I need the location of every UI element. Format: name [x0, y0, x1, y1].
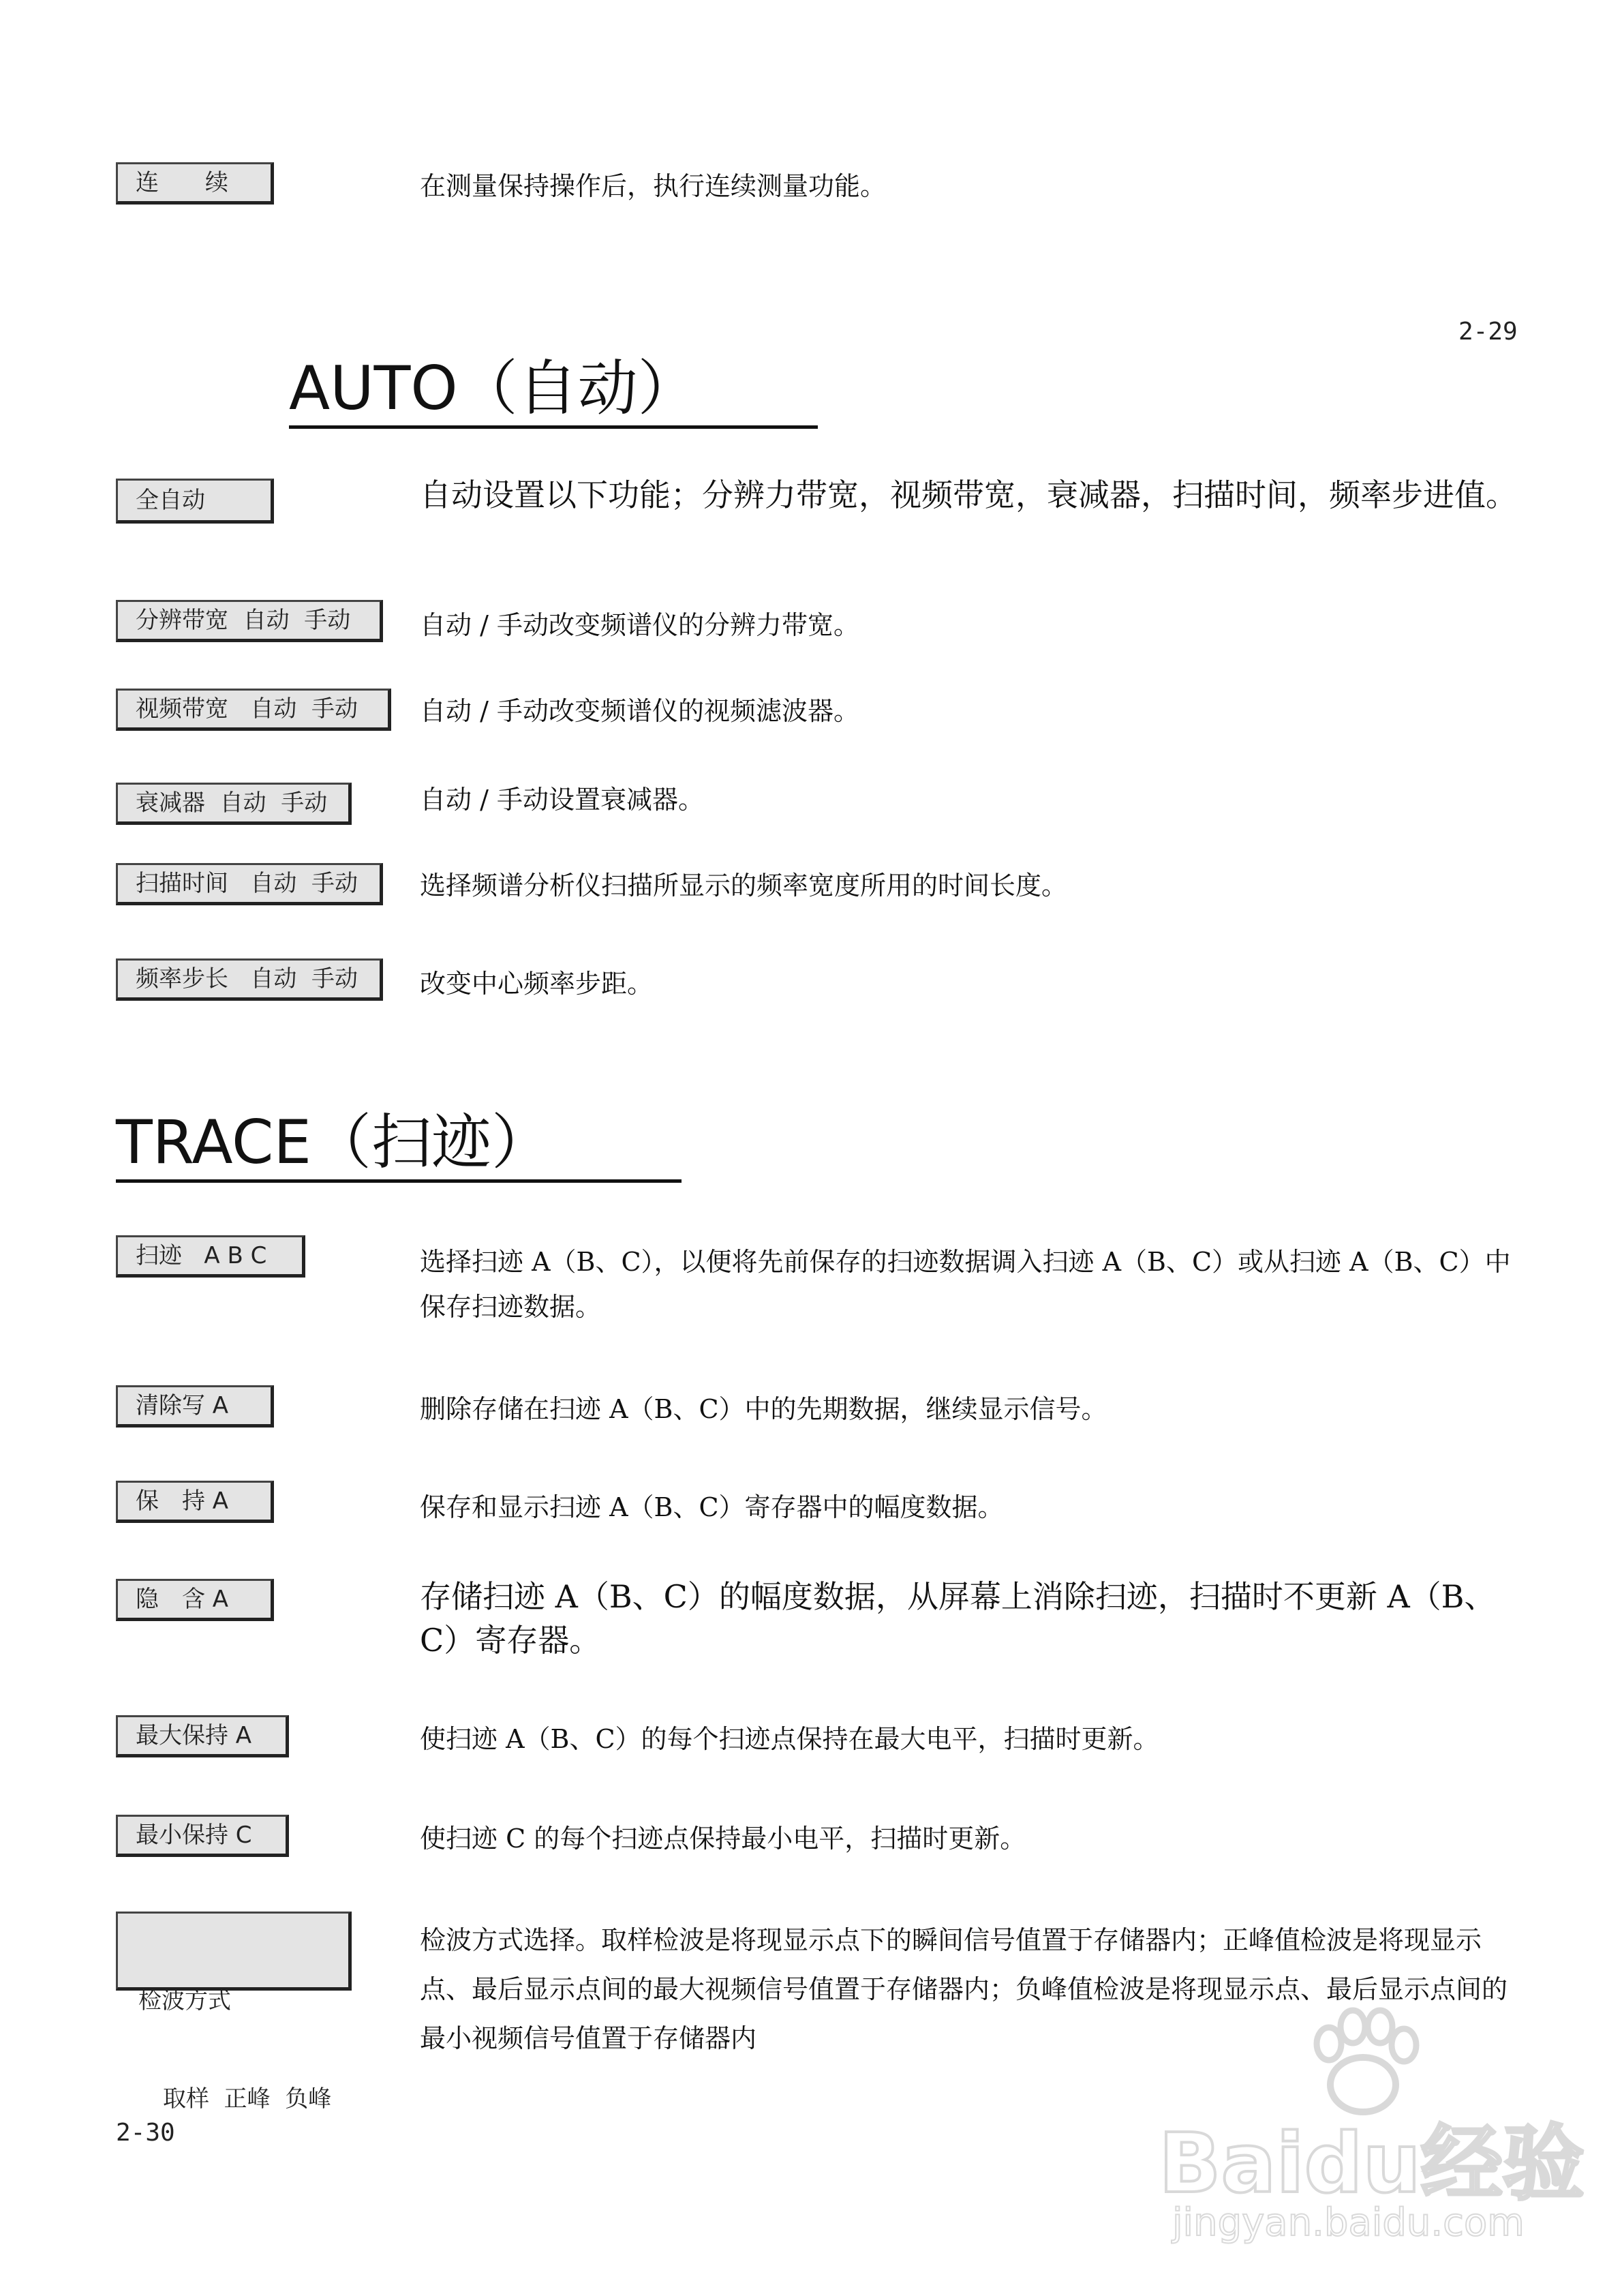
full-auto-key[interactable]: 全自动	[116, 479, 274, 524]
trace-section-heading: TRACE（扫迹）	[116, 1106, 682, 1183]
baidu-watermark	[1159, 1996, 1585, 2255]
video-bandwidth-key[interactable]: 视频带宽 自动 手动	[116, 689, 391, 731]
hold-a-desc: 保存和显示扫迹 A（B、C）寄存器中的幅度数据。	[420, 1492, 1004, 1522]
detector-mode-options: 取样 正峰 负峰	[163, 2085, 332, 2113]
page-number-top: 2-29	[1458, 318, 1518, 346]
detector-mode-desc: 检波方式选择。取样检波是将现显示点下的瞬间信号值置于存储器内；正峰值检波是将现显示点、最后显示点间的最大视频信号值置于存储器内；负峰值检波是将现显示点、最后显示点间的最小视频信号值置于存储器内	[420, 1925, 1508, 2053]
trace-abc-desc: 选择扫迹 A（B、C），以便将先前保存的扫迹数据调入扫迹 A（B、C）或从扫迹 A（B、C）中保存扫迹数据。	[420, 1247, 1511, 1322]
clear-write-a-desc: 删除存储在扫迹 A（B、C）中的先期数据，继续显示信号。	[420, 1394, 1107, 1424]
max-hold-a-desc: 使扫迹 A（B、C）的每个扫迹点保持在最大电平，扫描时更新。	[420, 1724, 1159, 1754]
sweep-time-key[interactable]: 扫描时间 自动 手动	[116, 863, 383, 905]
blank-a-key[interactable]: 隐 含 A	[116, 1579, 274, 1621]
video-bandwidth-desc: 自动 / 手动改变频谱仪的视频滤波器。	[420, 696, 859, 726]
resolution-bandwidth-key[interactable]: 分辨带宽 自动 手动	[116, 600, 383, 642]
full-auto-desc: 自动设置以下功能；分辨力带宽，视频带宽，衰减器，扫描时间，频率步进值。	[420, 477, 1517, 513]
attenuator-key[interactable]: 衰减器 自动 手动	[116, 783, 352, 825]
auto-section-heading: AUTO（自动）	[289, 352, 818, 429]
min-hold-c-desc: 使扫迹 C 的每个扫迹点保持最小电平，扫描时更新。	[420, 1824, 1026, 1854]
max-hold-a-key[interactable]: 最大保持 A	[116, 1715, 289, 1757]
detector-mode-label: 检波方式	[138, 1987, 231, 2014]
sweep-time-desc: 选择频谱分析仪扫描所显示的频率宽度所用的时间长度。	[420, 871, 1068, 901]
page-number-bottom: 2-30	[116, 2119, 175, 2147]
baidu-url-text: jingyan.baidu.com	[1172, 2201, 1525, 2245]
frequency-step-key[interactable]: 频率步长 自动 手动	[116, 958, 383, 1001]
baidu-brand-text: Baidu经验	[1159, 2117, 1585, 2211]
trace-abc-key[interactable]: 扫迹 A B C	[116, 1235, 305, 1278]
continuous-key[interactable]: 连 续	[116, 162, 274, 205]
blank-a-desc: 存储扫迹 A（B、C）的幅度数据，从屏幕上消除扫迹，扫描时不更新 A（B、C）寄存器。	[420, 1578, 1496, 1659]
hold-a-key[interactable]: 保 持 A	[116, 1481, 274, 1523]
continuous-desc: 在测量保持操作后，执行连续测量功能。	[420, 171, 887, 201]
detector-mode-key[interactable]	[116, 1912, 352, 2113]
attenuator-desc: 自动 / 手动设置衰减器。	[420, 785, 704, 815]
frequency-step-desc: 改变中心频率步距。	[420, 969, 654, 999]
min-hold-c-key[interactable]: 最小保持 C	[116, 1815, 289, 1857]
clear-write-a-key[interactable]: 清除写 A	[116, 1385, 274, 1428]
resolution-bandwidth-desc: 自动 / 手动改变频谱仪的分辨力带宽。	[420, 610, 859, 640]
